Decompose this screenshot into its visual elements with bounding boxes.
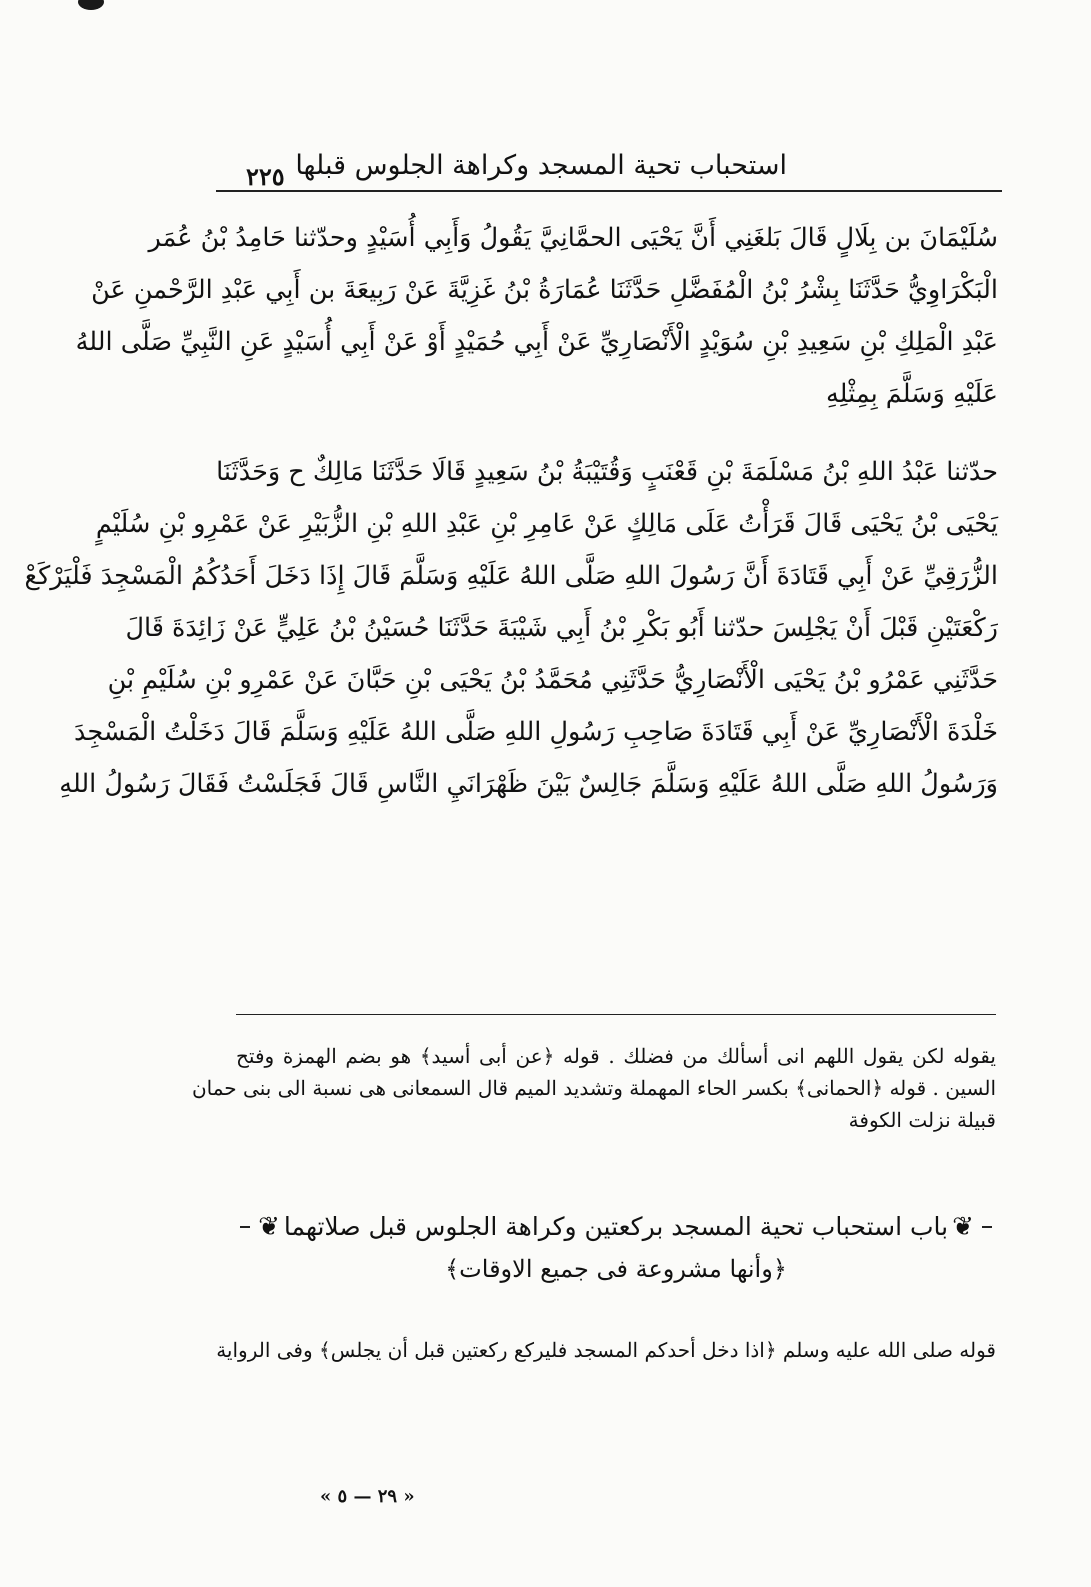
commentary-line: قوله صلى الله عليه وسلم ﴿اذا دخل أحدكم المسجد فليركع ركعتين قبل أن يجلس﴾ وفى الرواية	[216, 1338, 996, 1362]
commentary-rule	[236, 1014, 996, 1015]
text-line: وَرَسُولُ اللهِ صَلَّى اللهُ عَلَيْهِ وَسَلَّمَ جَالِسٌ بَيْنَ ظَهْرَانَيِ النَّاسِ قَالَ فَجَلَسْتُ فَقَالَ رَسُولُ اللهِ	[59, 769, 998, 799]
commentary-block-2	[216, 1334, 996, 1366]
signature-mark: « ٢٩ — ٥ »	[320, 1486, 415, 1507]
heading-dash-right	[982, 1226, 992, 1228]
page-title: استحباب تحية المسجد وكراهة الجلوس قبلها	[295, 150, 787, 181]
ornament-icon: ❦	[952, 1211, 974, 1242]
text-line: سُلَيْمَانَ بن بِلَالٍ قَالَ بَلغَنِي أَنَّ يَحْيَى الحمَّانِيَّ يَقُولُ وَأَبِي أُسَيْدٍ وحدّثنا حَامِدُ بْنُ عُمَر	[148, 223, 998, 253]
text-line: الْبَكْرَاوِيُّ حَدَّثَنَا بِشْرُ بْنُ الْمُفَضَّلِ حَدَّثَنَا عُمَارَةُ بْنُ غَزِيَّةَ عَنْ رَبِيعَةَ بن أَبِي عَبْدِ الرَّحْمنِ عَنْ	[91, 275, 998, 305]
chapter-title: باب استحباب تحية المسجد بركعتين وكراهة الجلوس قبل صلاتهما	[283, 1212, 949, 1241]
commentary-block	[191, 1040, 996, 1136]
header-rule	[216, 190, 1002, 192]
page-number: ٢٢٥	[246, 162, 285, 191]
chapter-subtitle: ﴿وأنها مشروعة فى جميع الاوقات﴾	[445, 1255, 787, 1283]
paragraph-gap	[220, 420, 998, 446]
ornament-icon: ❦	[258, 1211, 280, 1242]
text-line: رَكْعَتَيْنِ قَبْلَ أَنْ يَجْلِسَ حدّثنا أَبُو بَكْرِ بْنُ أَبِي شَيْبَةَ حَدَّثَنَا حُسَيْنُ بْنُ عَلِيٍّ عَنْ زَائِدَةَ قَالَ	[125, 613, 998, 643]
text-line: حدّثنا عَبْدُ اللهِ بْنُ مَسْلَمَةَ بْنِ قَعْنَبٍ وَقُتَيْبَةُ بْنُ سَعِيدٍ قَالَا حَدَّثَنَا مَالِكٌ ح وَحَدَّثَنَا	[216, 457, 998, 487]
text-line: الزُّرَقِيِّ عَنْ أَبِي قَتَادَةَ أَنَّ رَسُولَ اللهِ صَلَّى اللهُ عَلَيْهِ وَسَلَّمَ قَالَ إِذَا دَخَلَ أَحَدُكُمُ الْمَسْجِدَ فَلْيَرْكَعْ	[24, 561, 998, 591]
text-line: حَدَّثَنِي عَمْرُو بْنُ يَحْيَى الْأَنْصَارِيُّ حَدَّثَنِي مُحَمَّدُ بْنُ يَحْيَى بْنِ حَبَّانَ عَنْ عَمْرِو بْنِ سُلَيْمِ بْنِ	[107, 665, 998, 695]
heading-dash-left	[240, 1226, 250, 1228]
text-line: خَلْدَةَ الْأَنْصَارِيِّ عَنْ أَبِي قَتَادَةَ صَاحِبِ رَسُولِ اللهِ صَلَّى اللهُ عَلَيْهِ وَسَلَّمَ قَالَ دَخَلْتُ الْمَسْجِدَ	[73, 717, 998, 747]
commentary-line: قبيلة نزلت الكوفة	[848, 1108, 996, 1132]
chapter-heading	[236, 1212, 996, 1283]
text-line: عَبْدِ الْمَلِكِ بْنِ سَعِيدِ بْنِ سُوَيْدٍ الْأَنْصَارِيِّ عَنْ أَبِي حُمَيْدٍ أَوْ عَنْ أَبِي أُسَيْدٍ عَنِ النَّبِيِّ صَلَّى اللهُ	[75, 327, 998, 357]
chapter-title-row	[236, 1212, 996, 1241]
running-header	[216, 150, 1002, 190]
ink-blot	[78, 0, 104, 10]
commentary-line: يقوله لكن يقول اللهم انى أسألك من فضلك . قوله ﴿عن أبى أسيد﴾ هو بضم الهمزة وفتح	[236, 1044, 996, 1068]
text-line: يَحْيَى بْنُ يَحْيَى قَالَ قَرَأْتُ عَلَى مَالِكٍ عَنْ عَامِرِ بْنِ عَبْدِ اللهِ بْنِ الزُّبَيْرِ عَنْ عَمْرِو بْنِ سُلَيْمٍ	[95, 509, 998, 539]
hadith-text	[24, 212, 998, 810]
text-line: عَلَيْهِ وَسَلَّمَ بِمِثْلِهِ	[826, 379, 998, 409]
commentary-line: السين . قوله ﴿الحمانى﴾ بكسر الحاء المهملة وتشديد الميم قال السمعانى هى نسبة الى بنى حمان	[191, 1076, 996, 1100]
